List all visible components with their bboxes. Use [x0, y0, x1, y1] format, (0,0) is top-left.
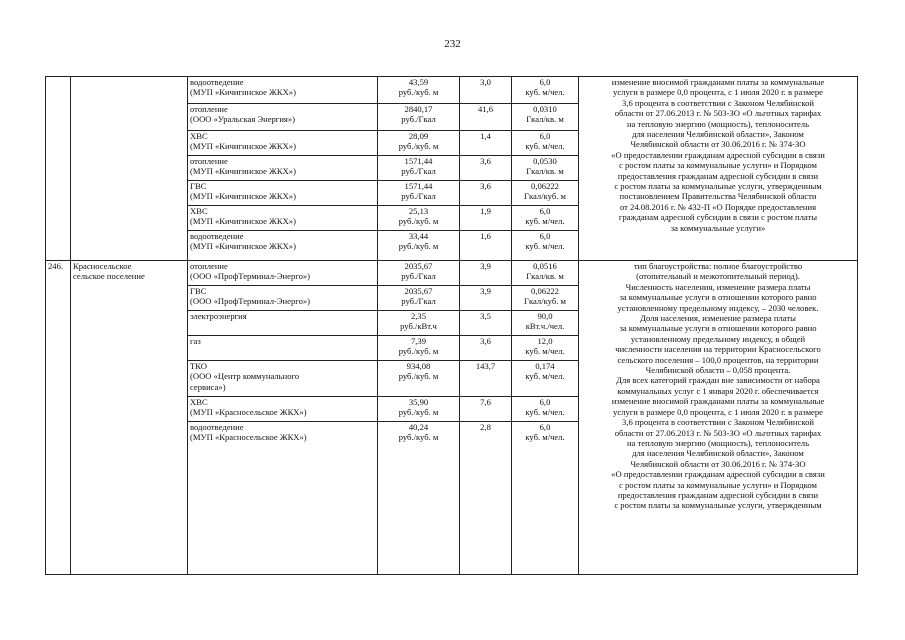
provider-name: (МУП «Кичигинское ЖКХ») [190, 191, 296, 202]
municipality-cell [71, 261, 188, 575]
note-line: для населения Челябинской области», Законом [632, 448, 804, 459]
row-number-cell [46, 77, 71, 261]
norm-value: 6,0 [539, 231, 551, 241]
note-line: Доля населения, изменение размера платы [640, 313, 796, 324]
service-cell [188, 156, 378, 181]
price-unit: руб./куб. м [398, 407, 439, 418]
price-cell [378, 261, 460, 286]
service-cell [188, 336, 378, 361]
note-line: «О предоставлении гражданам адресной субсидии в связи [611, 149, 825, 160]
price-unit: руб./куб. м [398, 141, 439, 152]
note-line: области от 27.06.2013 г. № 503-ЗО «О льготных тарифах [614, 108, 822, 119]
price-unit: руб./куб. м [398, 241, 439, 252]
price-unit: руб./Гкал [401, 271, 436, 282]
price-value: 2840,17 [404, 104, 433, 114]
norm-unit: куб. м/чел. [525, 141, 565, 152]
service-cell [188, 397, 378, 422]
norm-unit: Гкал/куб. м [524, 191, 566, 202]
provider-name: (МУП «Кичигинское ЖКХ») [190, 241, 296, 252]
note-line: Челябинской области от 30.06.2016 г. № 374-ЗО [630, 458, 806, 469]
price-cell [378, 181, 460, 206]
service-name: ХВС [190, 131, 208, 141]
price-unit: руб./куб. м [398, 346, 439, 357]
price-unit: руб./куб. м [398, 216, 439, 227]
provider-name: (МУП «Кичигинское ЖКХ») [190, 87, 296, 98]
norm-cell [512, 361, 579, 397]
service-cell [188, 206, 378, 231]
norm-value: 6,0 [539, 397, 551, 407]
note-line: 3,6 процента в соответствии с Законом Челябинской [622, 417, 814, 428]
norm-cell [512, 311, 579, 336]
norm-cell [512, 397, 579, 422]
note-line: услуги в размере 0,0 процента, с 1 июля 2020 г. в размере [613, 87, 823, 98]
price-unit: руб./куб. м [398, 87, 439, 98]
note-line: с ростом платы за коммунальные услуги» и Порядком [619, 479, 817, 490]
index-cell: 3,9 [460, 261, 512, 286]
note-line: для населения Челябинской области», Законом [632, 129, 804, 140]
service-cell [188, 311, 378, 336]
price-unit: руб./Гкал [401, 166, 436, 177]
note-line: постановлением Правительства Челябинской области [619, 191, 817, 202]
norm-cell [512, 181, 579, 206]
index-cell: 3,9 [460, 286, 512, 311]
provider-name: (МУП «Кичигинское ЖКХ») [190, 141, 296, 152]
note-line: (отопительный и межотопительный период). [636, 271, 800, 282]
service-name: ТКО [190, 361, 207, 371]
service-cell [188, 261, 378, 286]
norm-cell [512, 336, 579, 361]
provider-name: (ООО «ПрофТерминал-Энерго») [190, 271, 311, 282]
note-line: области от 27.06.2013 г. № 503-ЗО «О льготных тарифах [614, 427, 822, 438]
service-cell [188, 77, 378, 104]
service-cell [188, 361, 378, 397]
price-cell [378, 206, 460, 231]
notes-text [581, 77, 855, 233]
price-unit: руб./Гкал [401, 114, 436, 125]
price-cell [378, 422, 460, 575]
service-cell [188, 104, 378, 131]
price-value: 40,24 [408, 422, 429, 432]
index-cell: 1,4 [460, 131, 512, 156]
page-number: 232 [444, 38, 461, 50]
provider-name: (ООО «Центр коммунального [190, 371, 300, 382]
table-row [46, 77, 858, 104]
note-line: 3,6 процента в соответствии с Законом Челябинской [622, 97, 814, 108]
provider-name: (МУП «Красносельское ЖКХ») [190, 432, 307, 443]
price-cell [378, 231, 460, 261]
price-value: 1571,44 [404, 156, 433, 166]
norm-value: 6,0 [539, 77, 551, 87]
price-unit: руб./куб. м [398, 371, 439, 382]
municipality-name: сельское поселение [73, 271, 145, 282]
service-name: ХВС [190, 206, 208, 216]
note-line: услуги в размере 0,0 процента, с 1 июля 2020 г. в размере [613, 406, 823, 417]
norm-value: 0,0310 [533, 104, 557, 114]
price-cell [378, 156, 460, 181]
index-cell: 41,6 [460, 104, 512, 131]
service-name: отопление [190, 261, 228, 271]
note-line: за коммунальные услуги» [670, 222, 766, 233]
service-cell [188, 231, 378, 261]
service-name: газ [190, 336, 201, 346]
norm-unit: Гкал/куб. м [524, 296, 566, 307]
norm-value: 0,0516 [533, 261, 557, 271]
norm-value: 0,06222 [531, 181, 559, 191]
service-cell [188, 181, 378, 206]
price-cell [378, 131, 460, 156]
service-name: водоотведение [190, 77, 244, 87]
price-value: 2035,67 [404, 286, 433, 296]
price-cell [378, 311, 460, 336]
price-cell [378, 397, 460, 422]
note-line: сельского поселения – 100,0 процентов, на территории [617, 354, 819, 365]
index-cell: 3,6 [460, 156, 512, 181]
note-line: предоставления гражданам адресной субсидии в связи [617, 170, 819, 181]
note-line: на тепловую энергию (мощность), теплоноситель [626, 118, 810, 129]
note-line: предоставления гражданам адресной субсидии в связи [617, 489, 819, 500]
norm-unit: Гкал/кв. м [526, 271, 564, 282]
norm-value: 6,0 [539, 206, 551, 216]
notes-cell [579, 77, 858, 261]
index-cell: 7,6 [460, 397, 512, 422]
service-cell [188, 286, 378, 311]
norm-cell [512, 286, 579, 311]
index-cell: 3,6 [460, 336, 512, 361]
norm-cell [512, 156, 579, 181]
price-unit: руб./куб. м [398, 432, 439, 443]
norm-value: 0,0530 [533, 156, 557, 166]
provider-name: (МУП «Кичигинское ЖКХ») [190, 166, 296, 177]
norm-cell [512, 261, 579, 286]
note-line: с ростом платы за коммунальные услуги, утвержденным [614, 500, 822, 511]
service-cell [188, 131, 378, 156]
norm-unit: кВт.ч./чел. [525, 321, 565, 332]
norm-cell [512, 422, 579, 575]
price-value: 28,09 [408, 131, 429, 141]
provider-name: (ООО «Уральская Энергия») [190, 114, 296, 125]
norm-unit: Гкал/кв. м [526, 114, 564, 125]
price-value: 33,44 [408, 231, 429, 241]
norm-unit: куб. м/чел. [525, 216, 565, 227]
norm-cell [512, 77, 579, 104]
price-value: 43,59 [408, 77, 429, 87]
norm-cell [512, 131, 579, 156]
index-cell: 2,8 [460, 422, 512, 575]
index-cell: 3,0 [460, 77, 512, 104]
price-cell [378, 336, 460, 361]
note-line: Для всех категорий граждан вне зависимости от набора [616, 375, 820, 386]
service-name: ГВС [190, 286, 207, 296]
norm-value: 0,06222 [531, 286, 559, 296]
note-line: тип благоустройства: полное благоустройство [633, 261, 803, 271]
service-cell [188, 422, 378, 575]
norm-unit: куб. м/чел. [525, 346, 565, 357]
note-line: установленному предельному индексу, в общей [630, 333, 806, 344]
price-unit: руб./Гкал [401, 296, 436, 307]
index-cell: 1,6 [460, 231, 512, 261]
price-cell [378, 77, 460, 104]
service-name: отопление [190, 156, 228, 166]
price-value: 25,13 [408, 206, 429, 216]
index-cell: 143,7 [460, 361, 512, 397]
norm-unit: куб. м/чел. [525, 432, 565, 443]
norm-value: 6,0 [539, 131, 551, 141]
service-name: водоотведение [190, 231, 244, 241]
note-line: коммунальных услуг с 1 января 2020 г. обеспечивается [617, 385, 819, 396]
service-name: электроэнергия [190, 311, 247, 321]
price-cell [378, 104, 460, 131]
provider-name: (МУП «Кичигинское ЖКХ») [190, 216, 296, 227]
note-line: Челябинской области от 30.06.2016 г. № 374-ЗО [630, 139, 806, 150]
note-line: от 24.08.2016 г. № 432-П «О Порядке предоставления [619, 201, 817, 212]
index-cell: 3,6 [460, 181, 512, 206]
index-cell: 3,5 [460, 311, 512, 336]
norm-value: 6,0 [539, 422, 551, 432]
note-line: с ростом платы за коммунальные услуги, утвержденным [614, 181, 822, 192]
provider-name: сервиса») [190, 381, 226, 392]
norm-unit: куб. м/чел. [525, 87, 565, 98]
note-line: изменение вносимой гражданами платы за коммунальные [611, 396, 825, 407]
norm-cell [512, 206, 579, 231]
price-cell [378, 361, 460, 397]
norm-unit: Гкал/кв. м [526, 166, 564, 177]
price-value: 934,08 [406, 361, 431, 371]
norm-cell [512, 231, 579, 261]
service-name: ХВС [190, 397, 208, 407]
norm-value: 0,174 [535, 361, 555, 371]
note-line: за коммунальные услуги в отношении которого равно [619, 292, 817, 303]
norm-value: 12,0 [537, 336, 553, 346]
service-name: водоотведение [190, 422, 244, 432]
tariff-table [45, 76, 858, 575]
norm-value: 90,0 [537, 311, 553, 321]
note-line: Челябинской области – 0,058 процента. [645, 365, 791, 376]
row-number-cell: 246. [46, 261, 71, 575]
norm-unit: куб. м/чел. [525, 241, 565, 252]
price-value: 1571,44 [404, 181, 433, 191]
note-line: на тепловую энергию (мощность), теплоноситель [626, 437, 810, 448]
notes-cell [579, 261, 858, 575]
price-value: 2035,67 [404, 261, 433, 271]
norm-cell [512, 104, 579, 131]
note-line: изменение вносимой гражданами платы за коммунальные [611, 77, 825, 87]
municipality-name: Красносельское [73, 261, 132, 271]
price-value: 35,90 [408, 397, 429, 407]
note-line: «О предоставлении гражданам адресной субсидии в связи [611, 469, 825, 480]
service-name: отопление [190, 104, 228, 114]
price-unit: руб./кВт.ч [400, 321, 437, 332]
provider-name: (ООО «ПрофТерминал-Энерго») [190, 296, 311, 307]
provider-name: (МУП «Красносельское ЖКХ») [190, 407, 307, 418]
table-row [46, 261, 858, 286]
municipality-cell [71, 77, 188, 261]
note-line: Численность населения, изменение размера платы [625, 281, 811, 292]
note-line: численности населения на территории Красносельского [615, 344, 821, 355]
price-unit: руб./Гкал [401, 191, 436, 202]
price-value: 2,35 [410, 311, 427, 321]
note-line: установленному предельному индексу, – 2030 человек. [617, 302, 819, 313]
price-value: 7,39 [410, 336, 427, 346]
service-name: ГВС [190, 181, 207, 191]
note-line: гражданам адресной субсидии в связи с ростом платы [618, 212, 818, 223]
norm-unit: куб. м/чел. [525, 371, 565, 382]
index-cell: 1,9 [460, 206, 512, 231]
note-line: за коммунальные услуги в отношении которого равно [619, 323, 817, 334]
price-cell [378, 286, 460, 311]
norm-unit: куб. м/чел. [525, 407, 565, 418]
note-line: с ростом платы за коммунальные услуги» и Порядком [619, 160, 817, 171]
notes-text [581, 261, 855, 511]
